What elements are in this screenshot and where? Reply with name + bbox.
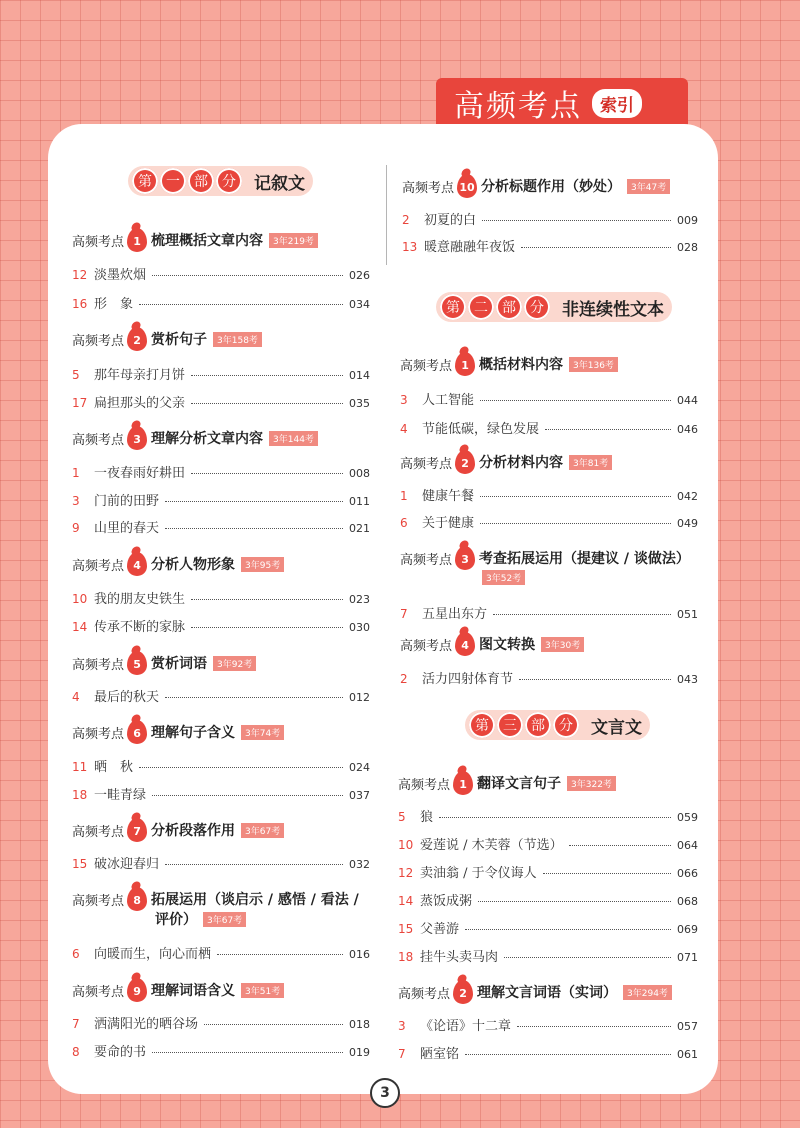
entry-number: 10 bbox=[398, 838, 414, 852]
flame-icon: 2 bbox=[127, 327, 147, 351]
keypoint bbox=[402, 174, 670, 198]
dot-leader bbox=[465, 1054, 671, 1055]
index-badge: 索引 bbox=[592, 89, 642, 118]
section-char: 分 bbox=[216, 168, 242, 194]
entry-number: 18 bbox=[72, 788, 88, 802]
entry-title: 卖油翁 / 于令仪诲人 bbox=[420, 866, 537, 881]
toc-entry[interactable] bbox=[400, 389, 698, 407]
entry-number: 11 bbox=[72, 760, 88, 774]
section-char: 分 bbox=[553, 712, 579, 738]
keypoint-label: 高频考点 bbox=[72, 657, 125, 673]
toc-entry[interactable] bbox=[402, 209, 698, 227]
toc-entry[interactable] bbox=[400, 603, 698, 621]
dot-leader bbox=[545, 429, 671, 430]
dot-leader bbox=[465, 929, 671, 930]
entry-page: 044 bbox=[677, 394, 698, 407]
section-char: 一 bbox=[160, 168, 186, 194]
dot-leader bbox=[165, 697, 343, 698]
keypoint-title: 梳理概括文章内容 bbox=[151, 233, 264, 249]
entry-number: 3 bbox=[72, 494, 80, 508]
keypoint bbox=[400, 546, 690, 570]
section-header-2 bbox=[436, 292, 672, 322]
entry-number: 4 bbox=[400, 422, 408, 436]
entry-number: 15 bbox=[398, 922, 414, 936]
keypoint-title-line2: 评价） bbox=[155, 912, 197, 928]
toc-entry[interactable] bbox=[72, 853, 370, 871]
toc-entry[interactable] bbox=[72, 943, 370, 961]
keypoint bbox=[72, 552, 284, 576]
entry-title: 洒满阳光的晒谷场 bbox=[94, 1017, 199, 1032]
entry-page: 023 bbox=[349, 593, 370, 606]
frequency-badge: 3年47考 bbox=[627, 179, 670, 194]
entry-title: 我的朋友史铁生 bbox=[94, 592, 186, 607]
section-char: 部 bbox=[496, 294, 522, 320]
keypoint-continued bbox=[155, 909, 246, 929]
keypoint-title: 考查拓展运用（提建议 / 谈做法） bbox=[479, 551, 690, 567]
toc-entry[interactable] bbox=[72, 616, 370, 634]
entry-number: 8 bbox=[72, 1045, 80, 1059]
flame-icon: 3 bbox=[127, 426, 147, 450]
entry-title: 爱莲说 / 木芙蓉（节选） bbox=[420, 838, 563, 853]
entry-title: 蒸饭成粥 bbox=[420, 894, 473, 909]
toc-entry[interactable] bbox=[400, 512, 698, 530]
entry-page: 057 bbox=[677, 1020, 698, 1033]
entry-page: 049 bbox=[677, 517, 698, 530]
keypoint-title: 分析标题作用（妙处） bbox=[481, 179, 622, 195]
toc-entry[interactable] bbox=[72, 686, 370, 704]
entry-title: 形 象 bbox=[94, 297, 134, 312]
keypoint bbox=[72, 651, 256, 675]
frequency-badge: 3年219考 bbox=[269, 233, 318, 248]
entry-number: 12 bbox=[72, 268, 88, 282]
keypoint bbox=[398, 980, 672, 1004]
dot-leader bbox=[517, 1026, 671, 1027]
dot-leader bbox=[152, 1052, 343, 1053]
dot-leader bbox=[165, 864, 343, 865]
keypoint-label: 高频考点 bbox=[400, 638, 453, 654]
keypoint-label: 高频考点 bbox=[72, 432, 125, 448]
toc-entry[interactable] bbox=[72, 392, 370, 410]
entry-title: 父善游 bbox=[420, 922, 460, 937]
dot-leader bbox=[139, 767, 343, 768]
dot-leader bbox=[165, 501, 343, 502]
keypoint-label: 高频考点 bbox=[72, 984, 125, 1000]
dot-leader bbox=[439, 817, 671, 818]
keypoint-label: 高频考点 bbox=[400, 552, 453, 568]
entry-number: 7 bbox=[400, 607, 408, 621]
keypoint-title: 理解句子含义 bbox=[151, 725, 236, 741]
toc-entry[interactable] bbox=[398, 918, 698, 936]
entry-page: 059 bbox=[677, 811, 698, 824]
toc-entry[interactable] bbox=[72, 784, 370, 802]
entry-page: 018 bbox=[349, 1018, 370, 1031]
entry-page: 061 bbox=[677, 1048, 698, 1061]
frequency-badge: 3年92考 bbox=[213, 656, 256, 671]
entry-title: 淡墨炊烟 bbox=[94, 268, 147, 283]
entry-title: 要命的书 bbox=[94, 1045, 147, 1060]
dot-leader bbox=[569, 845, 671, 846]
frequency-badge: 3年95考 bbox=[241, 557, 284, 572]
keypoint-label: 高频考点 bbox=[400, 456, 453, 472]
toc-entry[interactable] bbox=[72, 490, 370, 508]
keypoint bbox=[398, 771, 616, 795]
keypoint-label: 高频考点 bbox=[72, 558, 125, 574]
keypoint-label: 高频考点 bbox=[72, 726, 125, 742]
entry-page: 026 bbox=[349, 269, 370, 282]
entry-number: 7 bbox=[72, 1017, 80, 1031]
flame-icon: 7 bbox=[127, 818, 147, 842]
entry-title: 《论语》十二章 bbox=[420, 1019, 512, 1034]
entry-number: 14 bbox=[398, 894, 414, 908]
keypoint-title: 翻译文言句子 bbox=[477, 776, 562, 792]
frequency-badge: 3年158考 bbox=[213, 332, 262, 347]
entry-title: 五星出东方 bbox=[422, 607, 488, 622]
entry-title: 一夜春雨好耕田 bbox=[94, 466, 186, 481]
entry-page: 066 bbox=[677, 867, 698, 880]
toc-entry[interactable] bbox=[402, 236, 698, 254]
entry-page: 042 bbox=[677, 490, 698, 503]
keypoint-title: 赏析句子 bbox=[151, 332, 208, 348]
toc-entry[interactable] bbox=[398, 946, 698, 964]
entry-number: 5 bbox=[72, 368, 80, 382]
toc-entry[interactable] bbox=[72, 462, 370, 480]
section-title: 非连续性文本 bbox=[562, 299, 664, 320]
keypoint bbox=[400, 632, 584, 656]
section-char: 部 bbox=[188, 168, 214, 194]
entry-number: 3 bbox=[398, 1019, 406, 1033]
entry-number: 7 bbox=[398, 1047, 406, 1061]
toc-entry[interactable] bbox=[398, 1015, 698, 1033]
entry-number: 6 bbox=[72, 947, 80, 961]
keypoint bbox=[72, 228, 318, 252]
entry-title: 传承不断的家脉 bbox=[94, 620, 186, 635]
dot-leader bbox=[482, 220, 671, 221]
entry-page: 032 bbox=[349, 858, 370, 871]
section-char: 第 bbox=[132, 168, 158, 194]
keypoint bbox=[72, 720, 284, 744]
entry-number: 4 bbox=[72, 690, 80, 704]
frequency-badge: 3年52考 bbox=[482, 570, 525, 585]
dot-leader bbox=[191, 599, 343, 600]
entry-title: 关于健康 bbox=[422, 516, 475, 531]
keypoint bbox=[400, 450, 612, 474]
frequency-badge: 3年294考 bbox=[623, 985, 672, 1000]
entry-number: 3 bbox=[400, 393, 408, 407]
entry-number: 10 bbox=[72, 592, 88, 606]
entry-title: 暖意融融年夜饭 bbox=[424, 240, 516, 255]
dot-leader bbox=[191, 375, 343, 376]
entry-number: 14 bbox=[72, 620, 88, 634]
flame-icon: 4 bbox=[455, 632, 475, 656]
entry-title: 活力四射体育节 bbox=[422, 672, 514, 687]
entry-number: 9 bbox=[72, 521, 80, 535]
keypoint-label: 高频考点 bbox=[72, 234, 125, 250]
keypoint-label: 高频考点 bbox=[72, 893, 125, 909]
keypoint-label: 高频考点 bbox=[398, 777, 451, 793]
frequency-badge: 3年30考 bbox=[541, 637, 584, 652]
keypoint-title: 分析段落作用 bbox=[151, 823, 236, 839]
frequency-badge: 3年74考 bbox=[241, 725, 284, 740]
entry-page: 051 bbox=[677, 608, 698, 621]
toc-entry[interactable] bbox=[72, 1041, 370, 1059]
frequency-badge: 3年51考 bbox=[241, 983, 284, 998]
flame-icon: 2 bbox=[453, 980, 473, 1004]
entry-title: 人工智能 bbox=[422, 393, 475, 408]
keypoint-title: 赏析词语 bbox=[151, 656, 208, 672]
entry-page: 068 bbox=[677, 895, 698, 908]
column-divider bbox=[386, 165, 387, 265]
entry-page: 037 bbox=[349, 789, 370, 802]
entry-title: 晒 秋 bbox=[94, 760, 134, 775]
toc-entry[interactable] bbox=[400, 485, 698, 503]
entry-page: 069 bbox=[677, 923, 698, 936]
toc-entry[interactable] bbox=[72, 756, 370, 774]
dot-leader bbox=[217, 954, 343, 955]
toc-entry[interactable] bbox=[398, 834, 698, 852]
keypoint bbox=[400, 352, 618, 376]
entry-page: 011 bbox=[349, 495, 370, 508]
toc-entry[interactable] bbox=[398, 862, 698, 880]
keypoint-title: 分析材料内容 bbox=[479, 455, 564, 471]
dot-leader bbox=[139, 304, 343, 305]
frequency-badge: 3年81考 bbox=[569, 455, 612, 470]
index-title-banner bbox=[436, 78, 688, 128]
keypoint-title: 拓展运用（谈启示 / 感悟 / 看法 / bbox=[151, 892, 359, 908]
dot-leader bbox=[504, 957, 671, 958]
dot-leader bbox=[191, 627, 343, 628]
flame-icon: 4 bbox=[127, 552, 147, 576]
entry-title: 节能低碳，绿色发展 bbox=[422, 422, 540, 437]
section-char: 第 bbox=[440, 294, 466, 320]
keypoint-title: 图文转换 bbox=[479, 637, 536, 653]
entry-title: 陋室铭 bbox=[420, 1047, 460, 1062]
toc-entry[interactable] bbox=[72, 293, 370, 311]
keypoint-label: 高频考点 bbox=[72, 333, 125, 349]
keypoint-label: 高频考点 bbox=[398, 986, 451, 1002]
section-char: 部 bbox=[525, 712, 551, 738]
page-number: 3 bbox=[370, 1078, 400, 1108]
flame-icon: 10 bbox=[457, 174, 477, 198]
frequency-badge: 3年67考 bbox=[203, 912, 246, 927]
keypoint-label: 高频考点 bbox=[402, 180, 455, 196]
entry-page: 034 bbox=[349, 298, 370, 311]
dot-leader bbox=[480, 496, 671, 497]
flame-icon: 5 bbox=[127, 651, 147, 675]
entry-number: 15 bbox=[72, 857, 88, 871]
keypoint bbox=[72, 887, 359, 911]
entry-number: 2 bbox=[402, 213, 410, 227]
flame-icon: 1 bbox=[127, 228, 147, 252]
entry-page: 012 bbox=[349, 691, 370, 704]
toc-entry[interactable] bbox=[400, 668, 698, 686]
dot-leader bbox=[204, 1024, 343, 1025]
entry-page: 071 bbox=[677, 951, 698, 964]
entry-page: 035 bbox=[349, 397, 370, 410]
keypoint-title: 理解词语含义 bbox=[151, 983, 236, 999]
entry-number: 5 bbox=[398, 810, 406, 824]
section-char: 第 bbox=[469, 712, 495, 738]
keypoint bbox=[72, 327, 262, 351]
section-char: 分 bbox=[524, 294, 550, 320]
flame-icon: 8 bbox=[127, 887, 147, 911]
dot-leader bbox=[521, 247, 671, 248]
flame-icon: 1 bbox=[453, 771, 473, 795]
section-title: 记叙文 bbox=[254, 173, 305, 194]
dot-leader bbox=[480, 523, 671, 524]
entry-title: 一畦青绿 bbox=[94, 788, 147, 803]
index-title: 高频考点 bbox=[454, 89, 582, 124]
flame-icon: 2 bbox=[455, 450, 475, 474]
entry-number: 2 bbox=[400, 672, 408, 686]
toc-entry[interactable] bbox=[72, 517, 370, 535]
dot-leader bbox=[191, 403, 343, 404]
entry-number: 18 bbox=[398, 950, 414, 964]
entry-page: 030 bbox=[349, 621, 370, 634]
dot-leader bbox=[191, 473, 343, 474]
section-title: 文言文 bbox=[591, 717, 642, 738]
section-char: 三 bbox=[497, 712, 523, 738]
entry-page: 046 bbox=[677, 423, 698, 436]
entry-title: 最后的秋天 bbox=[94, 690, 160, 705]
entry-title: 向暖而生，向心而栖 bbox=[94, 947, 212, 962]
entry-number: 12 bbox=[398, 866, 414, 880]
toc-entry[interactable] bbox=[398, 1043, 698, 1061]
keypoint bbox=[72, 978, 284, 1002]
dot-leader bbox=[480, 400, 671, 401]
entry-page: 019 bbox=[349, 1046, 370, 1059]
entry-page: 028 bbox=[677, 241, 698, 254]
flame-icon: 6 bbox=[127, 720, 147, 744]
entry-number: 17 bbox=[72, 396, 88, 410]
entry-page: 024 bbox=[349, 761, 370, 774]
frequency-badge: 3年144考 bbox=[269, 431, 318, 446]
keypoint-title: 概括材料内容 bbox=[479, 357, 564, 373]
entry-page: 021 bbox=[349, 522, 370, 535]
entry-title: 挂牛头卖马肉 bbox=[420, 950, 499, 965]
entry-title: 健康午餐 bbox=[422, 489, 475, 504]
entry-page: 064 bbox=[677, 839, 698, 852]
frequency-badge: 3年136考 bbox=[569, 357, 618, 372]
toc-entry[interactable] bbox=[398, 890, 698, 908]
frequency-badge: 3年322考 bbox=[567, 776, 616, 791]
keypoint bbox=[72, 818, 284, 842]
keypoint-title: 理解分析文章内容 bbox=[151, 431, 264, 447]
dot-leader bbox=[165, 528, 343, 529]
toc-entry[interactable] bbox=[398, 806, 698, 824]
dot-leader bbox=[152, 795, 343, 796]
keypoint bbox=[72, 426, 318, 450]
entry-page: 014 bbox=[349, 369, 370, 382]
entry-number: 13 bbox=[402, 240, 418, 254]
entry-title: 山里的春天 bbox=[94, 521, 160, 536]
entry-page: 009 bbox=[677, 214, 698, 227]
frequency-badge: 3年67考 bbox=[241, 823, 284, 838]
entry-page: 016 bbox=[349, 948, 370, 961]
entry-page: 008 bbox=[349, 467, 370, 480]
dot-leader bbox=[543, 873, 671, 874]
keypoint-label: 高频考点 bbox=[400, 358, 453, 374]
flame-icon: 9 bbox=[127, 978, 147, 1002]
toc-entry[interactable] bbox=[72, 1013, 370, 1031]
flame-icon: 1 bbox=[455, 352, 475, 376]
section-char: 二 bbox=[468, 294, 494, 320]
entry-number: 16 bbox=[72, 297, 88, 311]
entry-title: 破冰迎春归 bbox=[94, 857, 160, 872]
dot-leader bbox=[493, 614, 671, 615]
entry-title: 初夏的白 bbox=[424, 213, 477, 228]
keypoint-continued bbox=[482, 570, 525, 585]
entry-number: 1 bbox=[72, 466, 80, 480]
entry-title: 狼 bbox=[420, 810, 434, 825]
keypoint-title: 理解文言词语（实词） bbox=[477, 985, 618, 1001]
entry-number: 6 bbox=[400, 516, 408, 530]
toc-entry[interactable] bbox=[72, 588, 370, 606]
entry-page: 043 bbox=[677, 673, 698, 686]
flame-icon: 3 bbox=[455, 546, 475, 570]
toc-entry[interactable] bbox=[400, 418, 698, 436]
toc-entry[interactable] bbox=[72, 264, 370, 282]
section-header-3 bbox=[465, 710, 650, 740]
entry-number: 1 bbox=[400, 489, 408, 503]
entry-title: 扁担那头的父亲 bbox=[94, 396, 186, 411]
dot-leader bbox=[152, 275, 343, 276]
section-header-1 bbox=[128, 166, 313, 196]
dot-leader bbox=[519, 679, 671, 680]
keypoint-label: 高频考点 bbox=[72, 824, 125, 840]
keypoint-title: 分析人物形象 bbox=[151, 557, 236, 573]
entry-title: 那年母亲打月饼 bbox=[94, 368, 186, 383]
dot-leader bbox=[478, 901, 671, 902]
toc-entry[interactable] bbox=[72, 364, 370, 382]
entry-title: 门前的田野 bbox=[94, 494, 160, 509]
